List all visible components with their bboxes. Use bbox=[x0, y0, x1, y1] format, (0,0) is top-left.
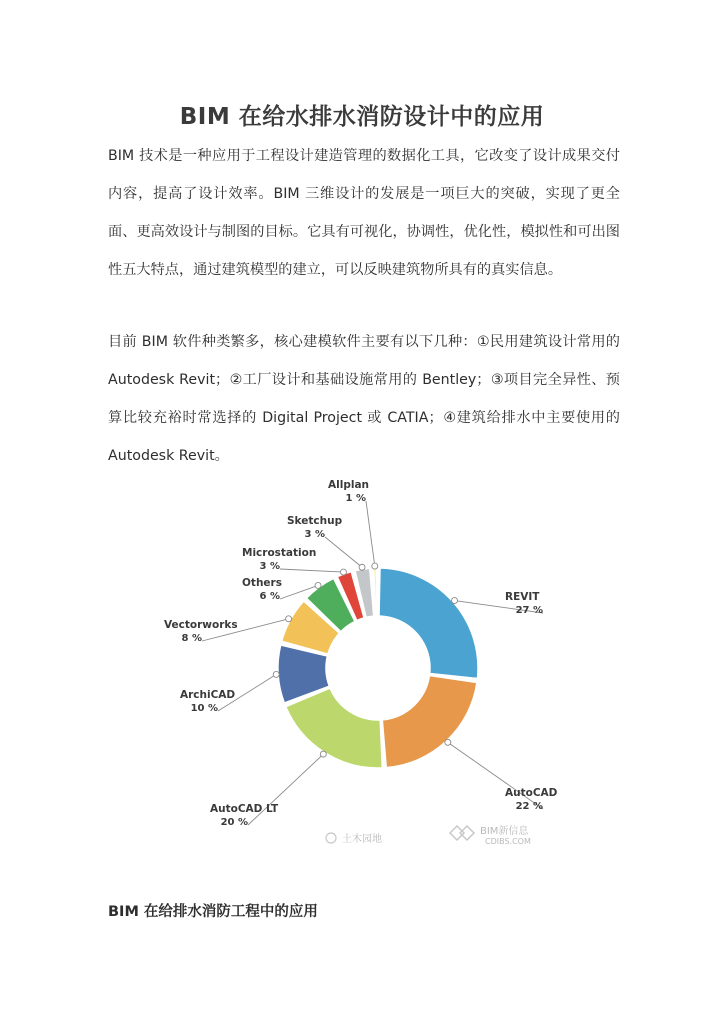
label-others: Others bbox=[242, 577, 282, 589]
label-sketchup: Sketchup bbox=[287, 515, 343, 527]
bim-software-chart bbox=[150, 470, 582, 850]
leader-dot-sketchup bbox=[359, 564, 365, 570]
leader-dot-vectorworks bbox=[286, 616, 292, 622]
slice-autocad-lt bbox=[286, 688, 383, 768]
donut-slices bbox=[278, 568, 478, 768]
leader-dot-others bbox=[315, 582, 321, 588]
intro-paragraph: BIM 技术是一种应用于工程设计建造管理的数据化工具，它改变了设计成果交付内容，提高了设计效率。BIM 三维设计的发展是一项巨大的突破，实现了更全面、更高效设计与制图的目标。它具有可视化，协调性，优化性，模拟性和可出图性五大特点，通过建筑模型的建立，可以反映建筑物所具有的真实信息。 bbox=[108, 148, 620, 278]
watermark-site-text: CDIBS.COM bbox=[485, 837, 531, 846]
slice-autocad bbox=[382, 676, 477, 768]
slice-revit bbox=[379, 568, 478, 679]
leader-dot-microstation bbox=[340, 569, 346, 575]
page-title: BIM 在给水排水消防设计中的应用 bbox=[179, 104, 545, 130]
watermark-weibo-text: 土木园地 bbox=[342, 834, 382, 845]
donut-chart-svg bbox=[150, 470, 582, 850]
pct-microstation: 3 % bbox=[259, 561, 280, 572]
label-microstation: Microstation bbox=[242, 547, 317, 559]
slice-labels bbox=[164, 479, 558, 828]
leader-dot-allplan bbox=[372, 563, 378, 569]
leader-autocad bbox=[448, 742, 543, 809]
label-archicad: ArchiCAD bbox=[180, 689, 236, 701]
label-autocad: AutoCAD bbox=[505, 787, 558, 799]
pct-others: 6 % bbox=[259, 591, 280, 602]
leader-dot-revit bbox=[452, 598, 458, 604]
leader-dot-autocad bbox=[445, 739, 451, 745]
slice-allplan bbox=[374, 568, 377, 616]
pct-allplan: 1 % bbox=[345, 493, 366, 504]
weibo-icon bbox=[326, 833, 336, 843]
pct-vectorworks: 8 % bbox=[181, 633, 202, 644]
watermark-brand bbox=[450, 824, 531, 846]
software-paragraph: 目前 BIM 软件种类繁多，核心建模软件主要有以下几种：①民用建筑设计常用的 Autodesk Revit；②工厂设计和基础设施常用的 Bentley；③项目完全异性、预算比较充裕时常选择的 Digital Project 或 CATIA；④建筑给排水中主要使用的 Autodesk Revit。 bbox=[108, 334, 620, 464]
pct-archicad: 10 % bbox=[190, 703, 218, 714]
leader-dot-archicad bbox=[273, 671, 279, 677]
leader-microstation bbox=[280, 569, 343, 572]
pct-sketchup: 3 % bbox=[304, 529, 325, 540]
label-autocad-lt: AutoCAD LT bbox=[210, 803, 279, 815]
leader-sketchup bbox=[325, 537, 362, 567]
watermark-weibo bbox=[326, 832, 382, 845]
section-heading: BIM 在给排水消防工程中的应用 bbox=[108, 904, 318, 920]
brand-logo-icon bbox=[450, 826, 474, 840]
pct-revit: 27 % bbox=[515, 605, 543, 616]
pct-autocad: 22 % bbox=[515, 801, 543, 812]
label-vectorworks: Vectorworks bbox=[164, 619, 238, 631]
leader-allplan bbox=[366, 501, 375, 566]
watermark-brand-text: BIM新信息 bbox=[480, 826, 529, 837]
pct-autocad-lt: 20 % bbox=[220, 817, 248, 828]
label-revit: REVIT bbox=[505, 591, 540, 603]
leader-dot-autocad-lt bbox=[320, 751, 326, 757]
label-allplan: Allplan bbox=[328, 479, 370, 491]
